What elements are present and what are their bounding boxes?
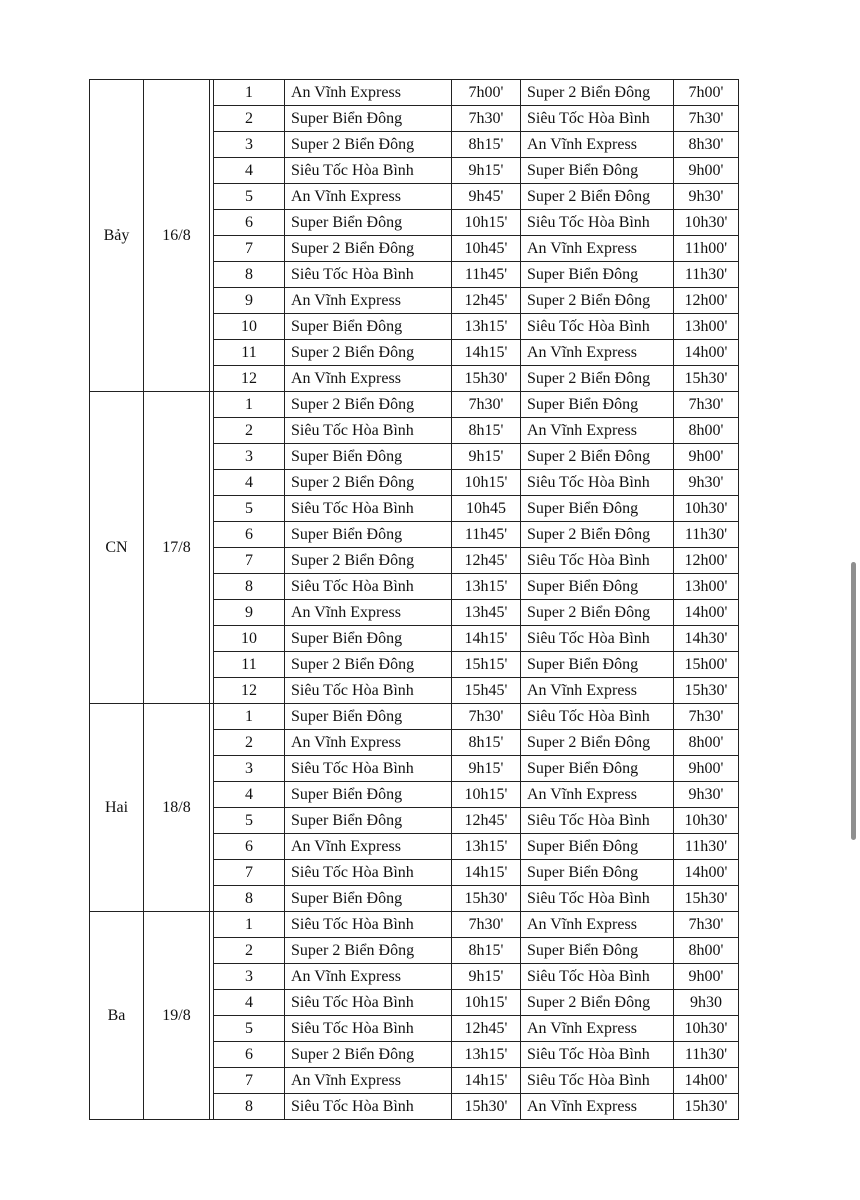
- departure-time-cell: 8h15': [452, 418, 521, 444]
- return-ship-cell: Super 2 Biển Đông: [521, 366, 674, 392]
- return-ship-cell: Super Biển Đông: [521, 834, 674, 860]
- departure-ship-cell: An Vĩnh Express: [285, 834, 452, 860]
- departure-ship-cell: Siêu Tốc Hòa Bình: [285, 1094, 452, 1120]
- return-ship-cell: Super Biển Đông: [521, 574, 674, 600]
- trip-number-cell: 5: [214, 184, 285, 210]
- return-ship-cell: An Vĩnh Express: [521, 912, 674, 938]
- day-of-week-cell: Ba: [90, 912, 144, 1120]
- departure-ship-cell: Siêu Tốc Hòa Bình: [285, 158, 452, 184]
- departure-time-cell: 10h15': [452, 782, 521, 808]
- return-time-cell: 11h30': [674, 834, 739, 860]
- departure-ship-cell: Siêu Tốc Hòa Bình: [285, 912, 452, 938]
- trip-number-cell: 2: [214, 938, 285, 964]
- return-time-cell: 15h30': [674, 1094, 739, 1120]
- departure-ship-cell: Super 2 Biển Đông: [285, 938, 452, 964]
- trip-number-cell: 8: [214, 1094, 285, 1120]
- return-ship-cell: Siêu Tốc Hòa Bình: [521, 626, 674, 652]
- return-ship-cell: Super 2 Biển Đông: [521, 990, 674, 1016]
- return-ship-cell: Siêu Tốc Hòa Bình: [521, 964, 674, 990]
- return-ship-cell: An Vĩnh Express: [521, 132, 674, 158]
- departure-time-cell: 9h45': [452, 184, 521, 210]
- trip-number-cell: 6: [214, 1042, 285, 1068]
- day-of-week-cell: Hai: [90, 704, 144, 912]
- trip-number-cell: 8: [214, 262, 285, 288]
- return-time-cell: 14h00': [674, 860, 739, 886]
- trip-number-cell: 1: [214, 912, 285, 938]
- departure-ship-cell: An Vĩnh Express: [285, 600, 452, 626]
- departure-ship-cell: Super Biển Đông: [285, 886, 452, 912]
- departure-time-cell: 15h45': [452, 678, 521, 704]
- return-time-cell: 7h30': [674, 392, 739, 418]
- return-time-cell: 14h00': [674, 600, 739, 626]
- return-time-cell: 12h00': [674, 548, 739, 574]
- departure-ship-cell: Super 2 Biển Đông: [285, 236, 452, 262]
- trip-number-cell: 5: [214, 808, 285, 834]
- return-ship-cell: An Vĩnh Express: [521, 340, 674, 366]
- return-ship-cell: Super 2 Biển Đông: [521, 522, 674, 548]
- trip-number-cell: 10: [214, 314, 285, 340]
- departure-time-cell: 10h15': [452, 210, 521, 236]
- departure-time-cell: 15h15': [452, 652, 521, 678]
- return-time-cell: 14h00': [674, 340, 739, 366]
- day-of-week-cell: CN: [90, 392, 144, 704]
- trip-number-cell: 4: [214, 990, 285, 1016]
- return-time-cell: 7h00': [674, 80, 739, 106]
- departure-time-cell: 8h15': [452, 730, 521, 756]
- departure-time-cell: 13h15': [452, 834, 521, 860]
- return-time-cell: 10h30': [674, 496, 739, 522]
- return-ship-cell: Siêu Tốc Hòa Bình: [521, 548, 674, 574]
- return-ship-cell: Super Biển Đông: [521, 652, 674, 678]
- departure-ship-cell: Super Biển Đông: [285, 808, 452, 834]
- departure-time-cell: 7h30': [452, 106, 521, 132]
- return-time-cell: 8h00': [674, 938, 739, 964]
- departure-ship-cell: Super 2 Biển Đông: [285, 652, 452, 678]
- departure-ship-cell: Siêu Tốc Hòa Bình: [285, 262, 452, 288]
- return-time-cell: 9h00': [674, 964, 739, 990]
- return-time-cell: 10h30': [674, 1016, 739, 1042]
- departure-time-cell: 9h15': [452, 964, 521, 990]
- trip-number-cell: 10: [214, 626, 285, 652]
- return-time-cell: 8h30': [674, 132, 739, 158]
- departure-time-cell: 15h30': [452, 1094, 521, 1120]
- departure-time-cell: 14h15': [452, 340, 521, 366]
- table-row: [90, 392, 739, 418]
- return-time-cell: 13h00': [674, 314, 739, 340]
- departure-time-cell: 10h45: [452, 496, 521, 522]
- departure-time-cell: 15h30': [452, 366, 521, 392]
- return-time-cell: 8h00': [674, 418, 739, 444]
- departure-time-cell: 12h45': [452, 288, 521, 314]
- return-time-cell: 15h30': [674, 366, 739, 392]
- trip-number-cell: 7: [214, 1068, 285, 1094]
- departure-time-cell: 13h15': [452, 1042, 521, 1068]
- departure-ship-cell: An Vĩnh Express: [285, 1068, 452, 1094]
- trip-number-cell: 7: [214, 236, 285, 262]
- departure-time-cell: 14h15': [452, 626, 521, 652]
- departure-time-cell: 7h30': [452, 704, 521, 730]
- return-time-cell: 9h30': [674, 782, 739, 808]
- return-ship-cell: Siêu Tốc Hòa Bình: [521, 704, 674, 730]
- departure-ship-cell: An Vĩnh Express: [285, 964, 452, 990]
- ferry-schedule-table: [89, 79, 739, 1120]
- trip-number-cell: 2: [214, 418, 285, 444]
- return-ship-cell: Siêu Tốc Hòa Bình: [521, 808, 674, 834]
- return-ship-cell: Siêu Tốc Hòa Bình: [521, 1068, 674, 1094]
- departure-ship-cell: An Vĩnh Express: [285, 730, 452, 756]
- return-ship-cell: An Vĩnh Express: [521, 1016, 674, 1042]
- return-ship-cell: Super Biển Đông: [521, 262, 674, 288]
- trip-number-cell: 2: [214, 106, 285, 132]
- trip-number-cell: 12: [214, 366, 285, 392]
- return-ship-cell: An Vĩnh Express: [521, 678, 674, 704]
- departure-time-cell: 9h15': [452, 444, 521, 470]
- table-row: [90, 912, 739, 938]
- departure-ship-cell: Super Biển Đông: [285, 626, 452, 652]
- return-time-cell: 9h00': [674, 444, 739, 470]
- trip-number-cell: 8: [214, 886, 285, 912]
- departure-time-cell: 13h45': [452, 600, 521, 626]
- departure-time-cell: 11h45': [452, 522, 521, 548]
- scrollbar[interactable]: [851, 562, 856, 840]
- return-time-cell: 9h00': [674, 158, 739, 184]
- departure-time-cell: 11h45': [452, 262, 521, 288]
- departure-time-cell: 14h15': [452, 1068, 521, 1094]
- trip-number-cell: 3: [214, 756, 285, 782]
- return-time-cell: 8h00': [674, 730, 739, 756]
- departure-ship-cell: Siêu Tốc Hòa Bình: [285, 418, 452, 444]
- departure-ship-cell: Siêu Tốc Hòa Bình: [285, 1016, 452, 1042]
- trip-number-cell: 3: [214, 132, 285, 158]
- return-ship-cell: An Vĩnh Express: [521, 236, 674, 262]
- trip-number-cell: 3: [214, 964, 285, 990]
- return-ship-cell: Siêu Tốc Hòa Bình: [521, 1042, 674, 1068]
- return-time-cell: 11h30': [674, 262, 739, 288]
- trip-number-cell: 12: [214, 678, 285, 704]
- departure-time-cell: 14h15': [452, 860, 521, 886]
- return-time-cell: 9h30': [674, 184, 739, 210]
- return-ship-cell: Super 2 Biển Đông: [521, 288, 674, 314]
- day-of-week-cell: Bảy: [90, 80, 144, 392]
- departure-ship-cell: Super Biển Đông: [285, 314, 452, 340]
- departure-ship-cell: Siêu Tốc Hòa Bình: [285, 574, 452, 600]
- trip-number-cell: 9: [214, 288, 285, 314]
- departure-time-cell: 12h45': [452, 808, 521, 834]
- return-ship-cell: Siêu Tốc Hòa Bình: [521, 106, 674, 132]
- trip-number-cell: 11: [214, 340, 285, 366]
- return-time-cell: 7h30': [674, 704, 739, 730]
- date-cell: 16/8: [144, 80, 210, 392]
- departure-ship-cell: Super Biển Đông: [285, 444, 452, 470]
- trip-number-cell: 4: [214, 470, 285, 496]
- trip-number-cell: 11: [214, 652, 285, 678]
- return-time-cell: 7h30': [674, 912, 739, 938]
- departure-ship-cell: Siêu Tốc Hòa Bình: [285, 990, 452, 1016]
- departure-time-cell: 10h15': [452, 990, 521, 1016]
- return-time-cell: 7h30': [674, 106, 739, 132]
- departure-ship-cell: Super 2 Biển Đông: [285, 340, 452, 366]
- return-ship-cell: Super 2 Biển Đông: [521, 730, 674, 756]
- return-ship-cell: Super Biển Đông: [521, 392, 674, 418]
- date-cell: 18/8: [144, 704, 210, 912]
- trip-number-cell: 3: [214, 444, 285, 470]
- return-time-cell: 9h30: [674, 990, 739, 1016]
- return-ship-cell: Super Biển Đông: [521, 158, 674, 184]
- departure-time-cell: 13h15': [452, 314, 521, 340]
- departure-ship-cell: Super 2 Biển Đông: [285, 548, 452, 574]
- trip-number-cell: 7: [214, 860, 285, 886]
- departure-time-cell: 7h00': [452, 80, 521, 106]
- trip-number-cell: 8: [214, 574, 285, 600]
- departure-time-cell: 12h45': [452, 548, 521, 574]
- departure-time-cell: 15h30': [452, 886, 521, 912]
- return-time-cell: 15h30': [674, 678, 739, 704]
- return-time-cell: 14h30': [674, 626, 739, 652]
- return-time-cell: 15h00': [674, 652, 739, 678]
- return-time-cell: 10h30': [674, 210, 739, 236]
- departure-ship-cell: An Vĩnh Express: [285, 366, 452, 392]
- departure-ship-cell: Super 2 Biển Đông: [285, 132, 452, 158]
- departure-time-cell: 7h30': [452, 392, 521, 418]
- trip-number-cell: 1: [214, 80, 285, 106]
- return-ship-cell: Super Biển Đông: [521, 496, 674, 522]
- trip-number-cell: 5: [214, 1016, 285, 1042]
- departure-ship-cell: Super Biển Đông: [285, 704, 452, 730]
- return-time-cell: 13h00': [674, 574, 739, 600]
- return-ship-cell: An Vĩnh Express: [521, 418, 674, 444]
- trip-number-cell: 4: [214, 782, 285, 808]
- trip-number-cell: 6: [214, 210, 285, 236]
- departure-ship-cell: Super 2 Biển Đông: [285, 392, 452, 418]
- trip-number-cell: 9: [214, 600, 285, 626]
- departure-time-cell: 12h45': [452, 1016, 521, 1042]
- departure-ship-cell: Siêu Tốc Hòa Bình: [285, 756, 452, 782]
- trip-number-cell: 6: [214, 522, 285, 548]
- return-time-cell: 12h00': [674, 288, 739, 314]
- departure-time-cell: 8h15': [452, 938, 521, 964]
- departure-time-cell: 10h45': [452, 236, 521, 262]
- departure-ship-cell: An Vĩnh Express: [285, 184, 452, 210]
- trip-number-cell: 5: [214, 496, 285, 522]
- trip-number-cell: 4: [214, 158, 285, 184]
- return-ship-cell: Siêu Tốc Hòa Bình: [521, 470, 674, 496]
- return-ship-cell: An Vĩnh Express: [521, 782, 674, 808]
- trip-number-cell: 2: [214, 730, 285, 756]
- departure-ship-cell: Super Biển Đông: [285, 210, 452, 236]
- departure-ship-cell: Super Biển Đông: [285, 522, 452, 548]
- departure-ship-cell: Super 2 Biển Đông: [285, 470, 452, 496]
- return-ship-cell: Super 2 Biển Đông: [521, 80, 674, 106]
- departure-time-cell: 9h15': [452, 756, 521, 782]
- departure-ship-cell: An Vĩnh Express: [285, 288, 452, 314]
- return-time-cell: 9h30': [674, 470, 739, 496]
- departure-time-cell: 7h30': [452, 912, 521, 938]
- departure-ship-cell: Siêu Tốc Hòa Bình: [285, 678, 452, 704]
- return-ship-cell: An Vĩnh Express: [521, 1094, 674, 1120]
- return-ship-cell: Siêu Tốc Hòa Bình: [521, 210, 674, 236]
- return-time-cell: 10h30': [674, 808, 739, 834]
- departure-time-cell: 13h15': [452, 574, 521, 600]
- date-cell: 19/8: [144, 912, 210, 1120]
- table-row: [90, 704, 739, 730]
- departure-ship-cell: Siêu Tốc Hòa Bình: [285, 496, 452, 522]
- date-cell: 17/8: [144, 392, 210, 704]
- departure-time-cell: 10h15': [452, 470, 521, 496]
- return-time-cell: 15h30': [674, 886, 739, 912]
- departure-ship-cell: Siêu Tốc Hòa Bình: [285, 860, 452, 886]
- trip-number-cell: 1: [214, 392, 285, 418]
- return-time-cell: 14h00': [674, 1068, 739, 1094]
- trip-number-cell: 7: [214, 548, 285, 574]
- departure-ship-cell: An Vĩnh Express: [285, 80, 452, 106]
- schedule-body: [90, 80, 739, 1120]
- departure-ship-cell: Super 2 Biển Đông: [285, 1042, 452, 1068]
- trip-number-cell: 6: [214, 834, 285, 860]
- departure-time-cell: 9h15': [452, 158, 521, 184]
- return-time-cell: 11h00': [674, 236, 739, 262]
- return-ship-cell: Super Biển Đông: [521, 756, 674, 782]
- return-time-cell: 11h30': [674, 522, 739, 548]
- return-ship-cell: Super Biển Đông: [521, 938, 674, 964]
- return-ship-cell: Siêu Tốc Hòa Bình: [521, 886, 674, 912]
- departure-ship-cell: Super Biển Đông: [285, 782, 452, 808]
- return-ship-cell: Super 2 Biển Đông: [521, 184, 674, 210]
- return-ship-cell: Super Biển Đông: [521, 860, 674, 886]
- departure-time-cell: 8h15': [452, 132, 521, 158]
- return-time-cell: 11h30': [674, 1042, 739, 1068]
- return-ship-cell: Siêu Tốc Hòa Bình: [521, 314, 674, 340]
- trip-number-cell: 1: [214, 704, 285, 730]
- return-ship-cell: Super 2 Biển Đông: [521, 444, 674, 470]
- return-time-cell: 9h00': [674, 756, 739, 782]
- table-row: [90, 80, 739, 106]
- return-ship-cell: Super 2 Biển Đông: [521, 600, 674, 626]
- departure-ship-cell: Super Biển Đông: [285, 106, 452, 132]
